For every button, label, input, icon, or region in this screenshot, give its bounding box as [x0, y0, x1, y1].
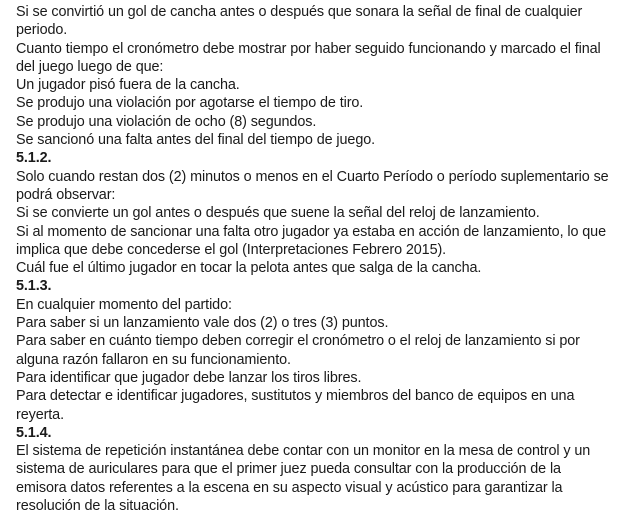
text-line: Para saber en cuánto tiempo deben corregir el cronómetro o el reloj de lanzamiento si por — [16, 333, 580, 350]
text-line: Un jugador pisó fuera de la cancha. — [16, 77, 240, 94]
text-line: En cualquier momento del partido: — [16, 296, 232, 313]
text-line: Se produjo una violación por agotarse el tiempo de tiro. — [16, 95, 364, 112]
text-line: Para saber si un lanzamiento vale dos (2) o tres (3) puntos. — [16, 315, 389, 332]
text-line: emisora datos referentes a la escena en su aspecto visual y acústico para garantizar la — [16, 479, 563, 496]
text-line: Se sancionó una falta antes del final del tiempo de juego. — [16, 132, 376, 149]
section-heading: 5.1.2. — [16, 150, 52, 167]
section-5-1-4 — [16, 424, 630, 515]
text-line: Si al momento de sancionar una falta otro jugador ya estaba en acción de lanzamiento, lo que — [16, 223, 606, 240]
section-heading: 5.1.4. — [16, 424, 52, 441]
text-line: podrá observar: — [16, 186, 116, 203]
text-line: alguna razón fallaron en su funcionamiento. — [16, 351, 291, 368]
text-line: Si se convirtió un gol de cancha antes o después que sonara la señal de final de cualquier — [16, 4, 583, 20]
text-line: Para identificar que jugador debe lanzar los tiros libres. — [16, 369, 362, 386]
text-line: resolución de la situación. — [16, 498, 179, 515]
section-5-1-2 — [16, 149, 630, 277]
text-line: Cuál fue el último jugador en tocar la pelota antes que salga de la cancha. — [16, 260, 482, 277]
text-line: Cuanto tiempo el cronómetro debe mostrar por haber seguido funcionando y marcado el final — [16, 40, 601, 57]
text-line: reyerta. — [16, 406, 64, 423]
text-line: implica que debe concederse el gol (Interpretaciones Febrero 2015). — [16, 241, 447, 258]
text-line: Para detectar e identificar jugadores, sustitutos y miembros del banco de equipos en una — [16, 388, 575, 405]
intro-paragraph — [16, 3, 630, 149]
text-line: periodo. — [16, 22, 68, 39]
text-line: El sistema de repetición instantánea debe contar con un monitor en la mesa de control y un — [16, 443, 591, 460]
text-line: Solo cuando restan dos (2) minutos o menos en el Cuarto Período o período suplementario se — [16, 168, 609, 185]
text-line: Si se convierte un gol antes o después que suene la señal del reloj de lanzamiento. — [16, 205, 540, 222]
text-line: sistema de auriculares para que el primer juez pueda consultar con la producción de la — [16, 461, 561, 478]
text-line: del juego luego de que: — [16, 58, 164, 75]
text-line: Se produjo una violación de ocho (8) segundos. — [16, 113, 317, 130]
section-5-1-3 — [16, 277, 630, 423]
section-heading: 5.1.3. — [16, 278, 52, 295]
